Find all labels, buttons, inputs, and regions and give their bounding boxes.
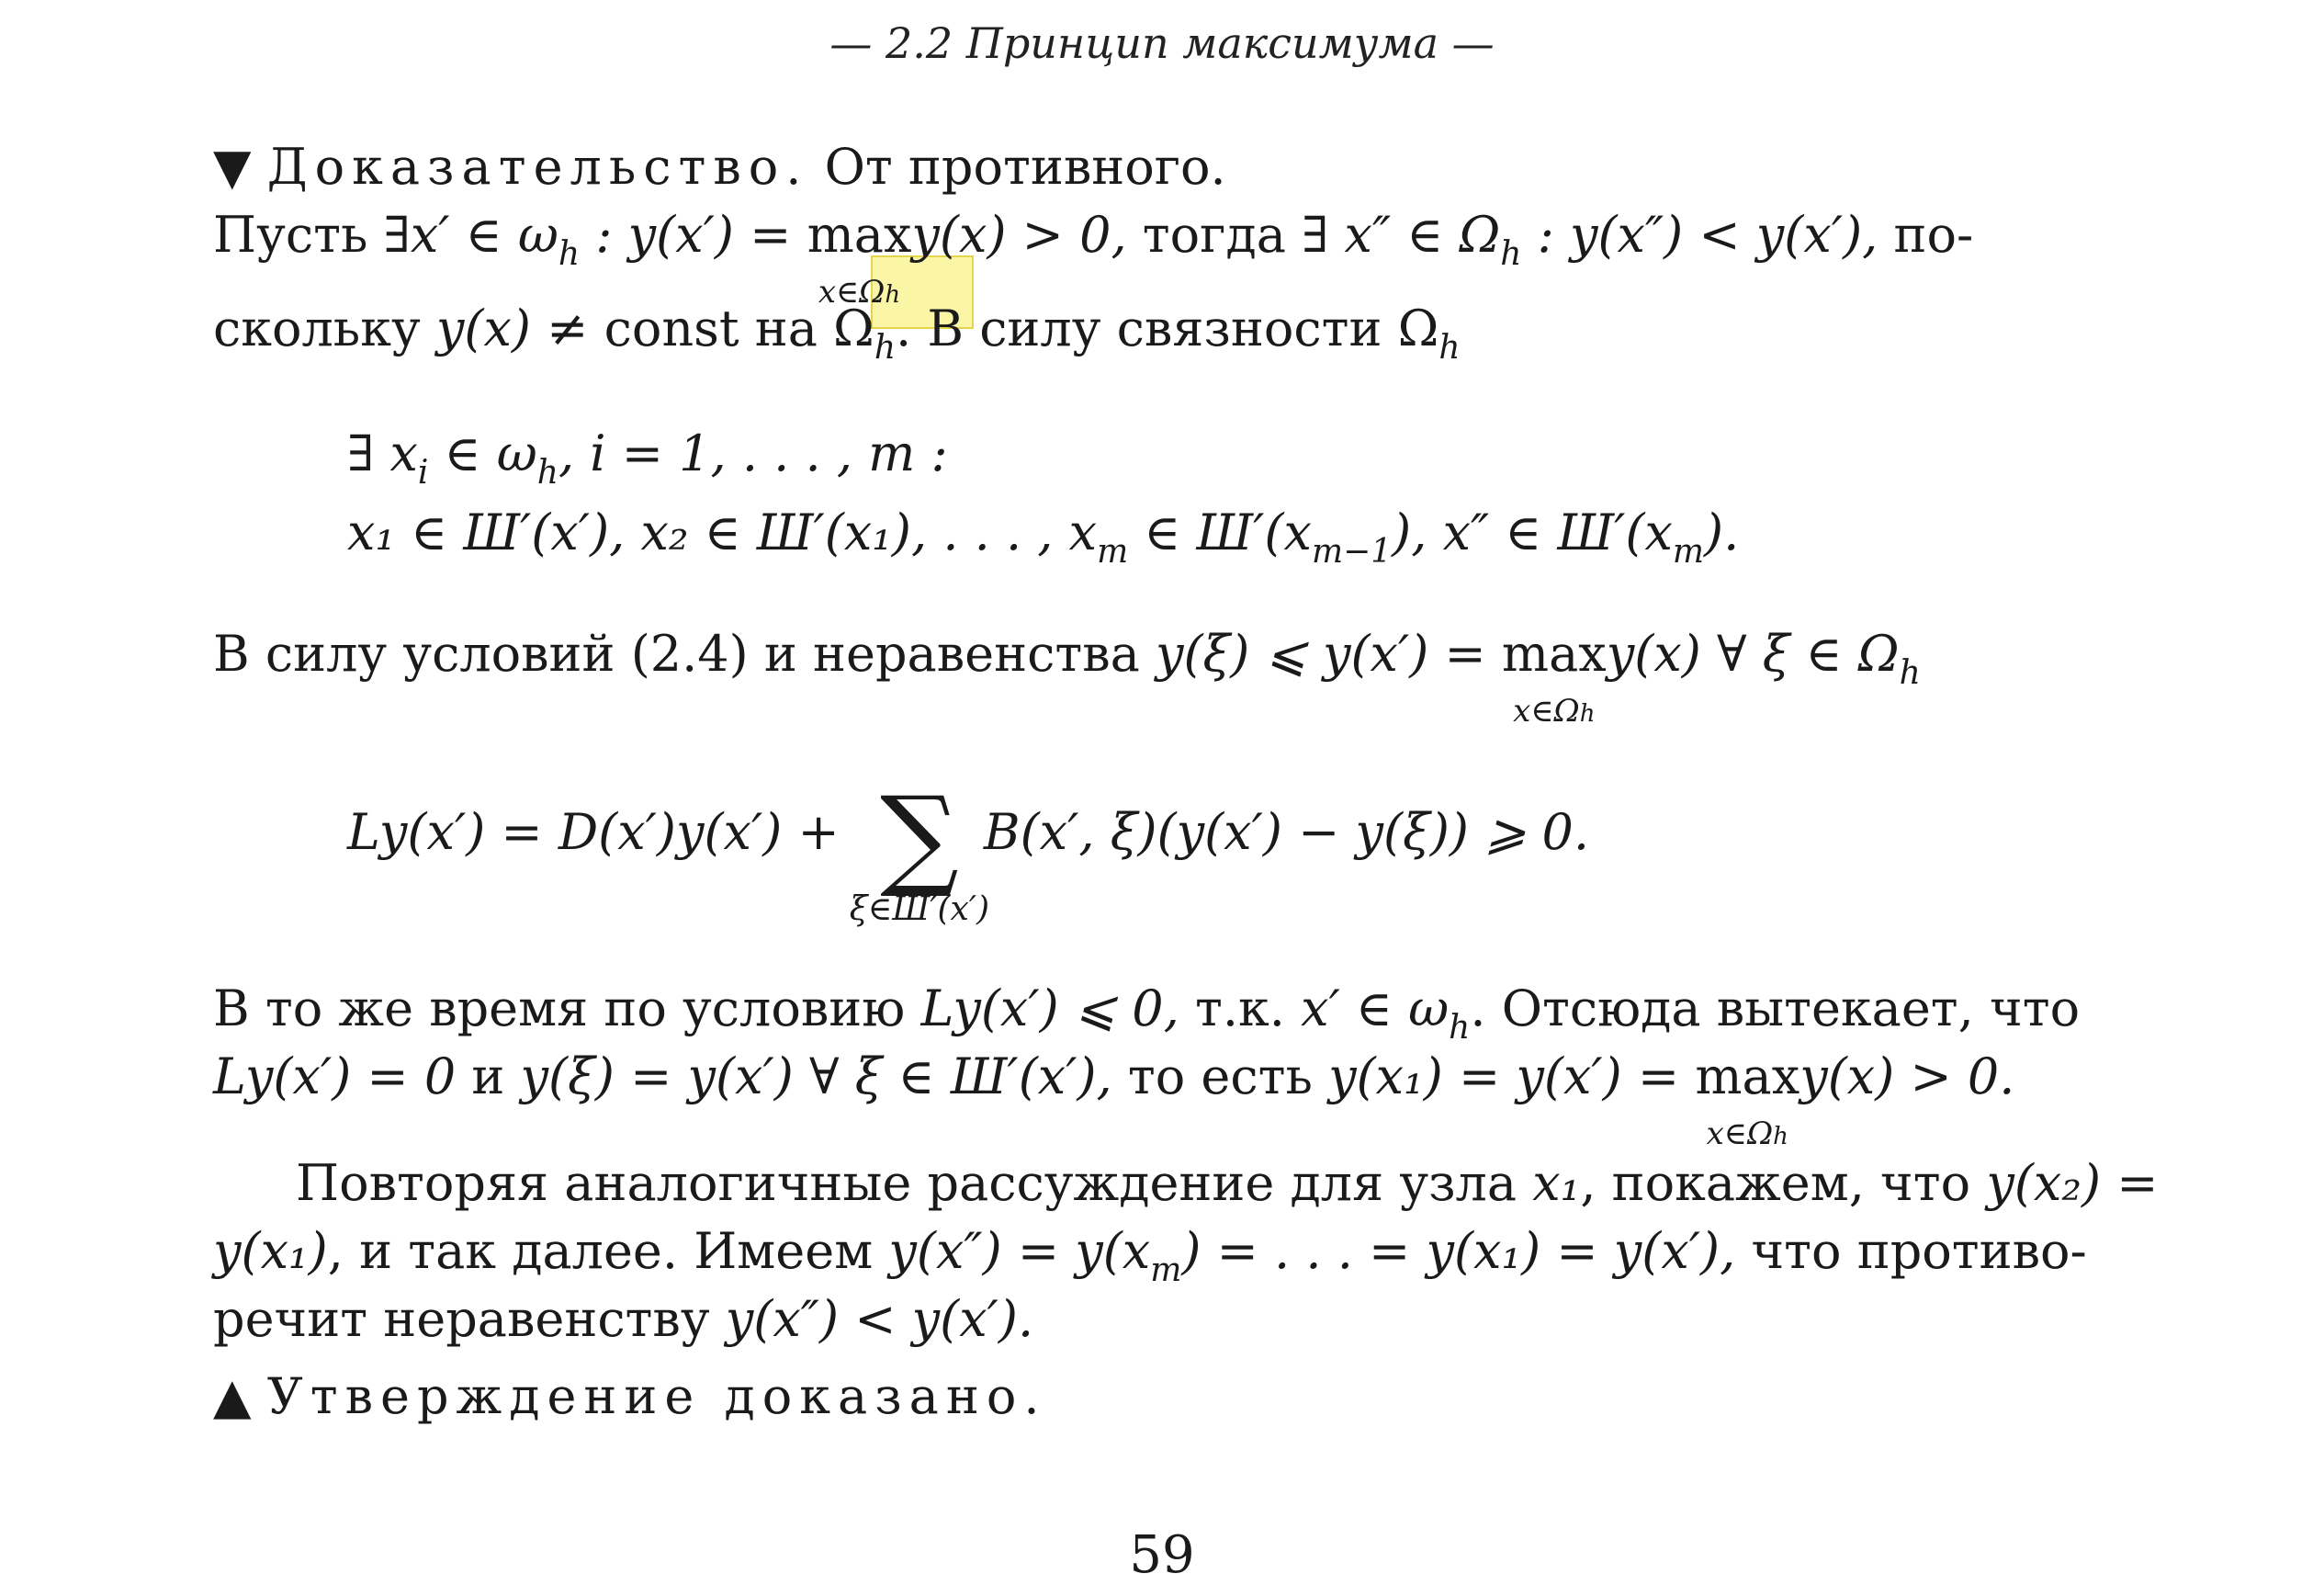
text-line-5: Ly(x′) = 0 и y(ξ) = y(x′) ∀ ξ ∈ Ш′(x′), то есть y(x₁) = y(x′) = max x∈Ωh y(x) > 0. bbox=[213, 1047, 2015, 1152]
equation-exists: ∃ $x_i$ ∈ $\omega_h$, i = 1, . . . , m : bbox=[347, 425, 948, 492]
proof-label: Доказательство. bbox=[266, 138, 809, 196]
text-line-4: В то же время по условию Ly(x′) ⩽ 0, т.к. x′ ∈ $\omega_h$. Отсюда вытекает, что bbox=[213, 979, 2081, 1047]
text-line-3: В силу условий (2.4) и неравенства y(ξ) ⩽ y(x′) = max x∈Ωh y(x) ∀ ξ ∈ $\Omega_h$ bbox=[213, 625, 1921, 730]
down-triangle-icon: ▼ bbox=[213, 138, 252, 196]
proof-end-label: Утверждение доказано. bbox=[266, 1367, 1047, 1425]
running-header: — 2.2 Принцип максимума — bbox=[829, 18, 1495, 68]
proof-start: ▼ Доказательство. От противного. bbox=[213, 138, 1226, 196]
equation-operator: Ly(x′) = D(x′)y(x′) + ∑ ξ∈Ш′(x′) B(x′, ξ)(y(x′) − y(ξ)) ⩾ 0. bbox=[347, 774, 1590, 928]
page-number: 59 bbox=[1129, 1525, 1195, 1585]
equation-chain: x₁ ∈ Ш′(x′), x₂ ∈ Ш′(x₁), . . . , $x_m$ ∈ $Ш'(x_{m-1})$, x″ ∈ $Ш'(x_m)$. bbox=[347, 504, 1740, 571]
max-operator: max x∈Ωh bbox=[807, 206, 912, 311]
text-line-8: речит неравенству y(x″) < y(x′). bbox=[213, 1290, 1034, 1348]
text-line-2: скольку y(x) ≠ const на $\Omega_h$. В силу связности $\Omega_h$ bbox=[213, 300, 1461, 367]
sum-operator: ∑ ξ∈Ш′(x′) bbox=[849, 774, 990, 928]
text-line-1: Пусть ∃x′ ∈ $\omega_h$ : y(x′) = max x∈Ωh y(x) > 0, тогда ∃ x″ ∈ $\Omega_h$ : y(x″) < y(x′), по- bbox=[213, 206, 1974, 311]
up-triangle-icon: ▲ bbox=[213, 1367, 252, 1425]
text-line-6: Повторяя аналогичные рассуждение для узла x₁, покажем, что y(x₂) = bbox=[296, 1154, 2159, 1212]
text-line-7: y(x₁), и так далее. Имеем $y(x'') = y(x_m)$ = . . . = y(x₁) = y(x′), что противо- bbox=[213, 1222, 2087, 1289]
max-operator: max x∈Ωh bbox=[1501, 625, 1607, 730]
max-operator: max x∈Ωh bbox=[1695, 1047, 1800, 1152]
proof-end bbox=[213, 1367, 1047, 1426]
